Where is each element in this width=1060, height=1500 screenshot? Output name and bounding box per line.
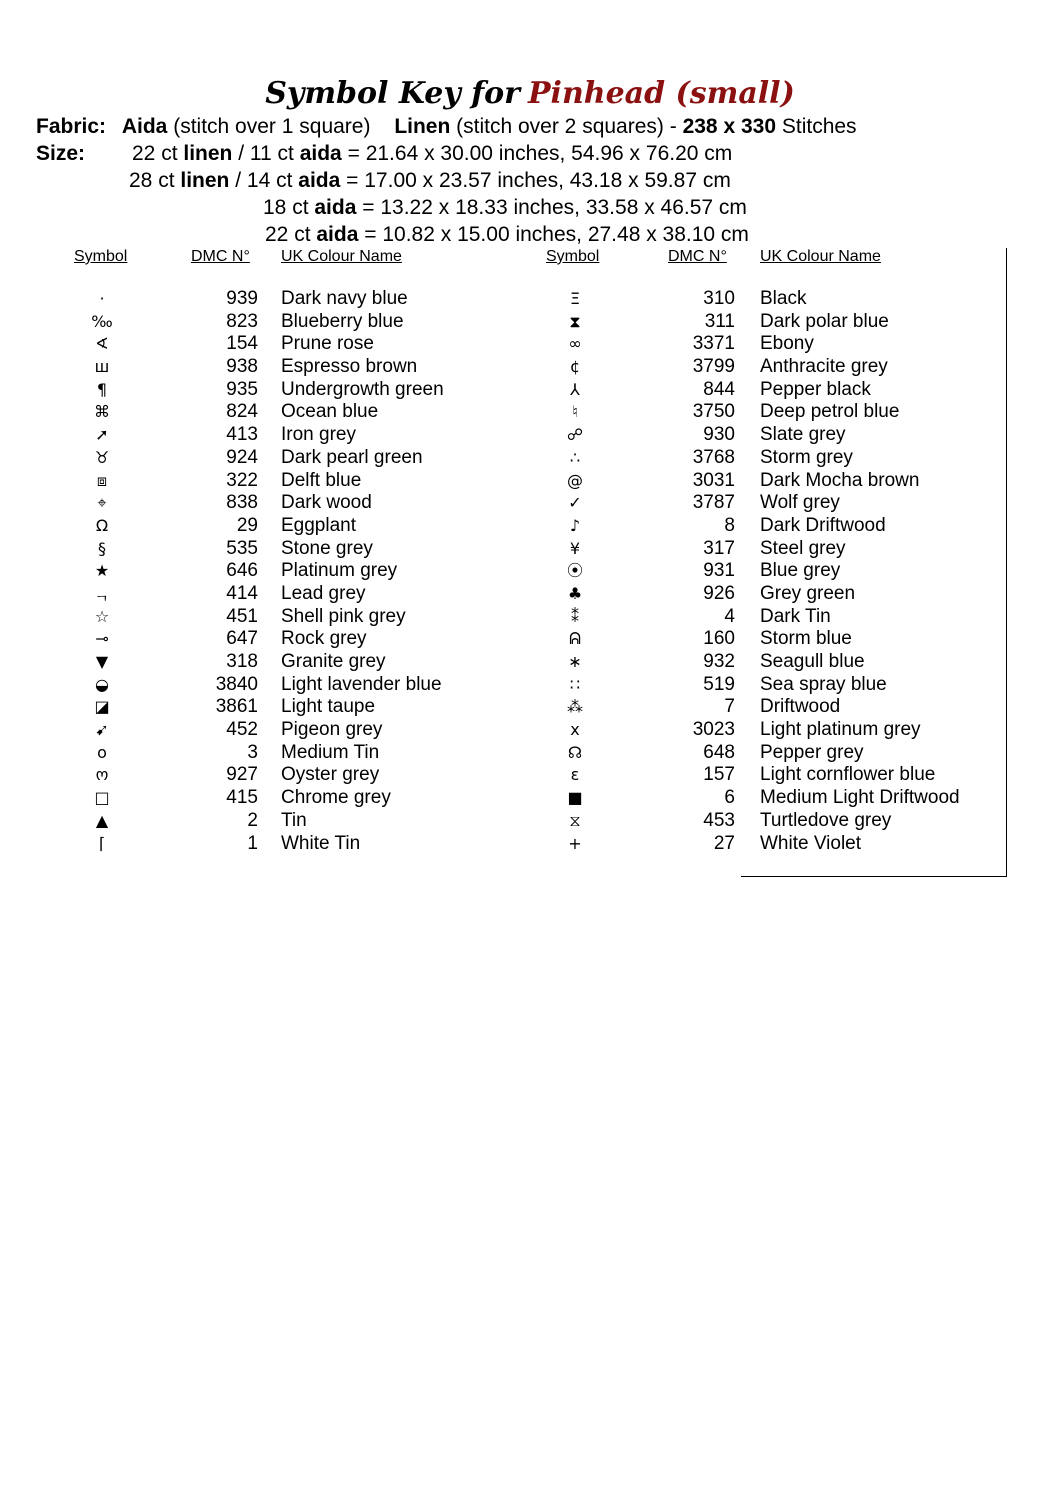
stitch-symbol-icon: ∞ xyxy=(568,334,582,354)
dmc-number: 838 xyxy=(226,492,258,514)
dmc-number: 27 xyxy=(713,832,735,854)
colour-name: Granite grey xyxy=(281,651,386,672)
colour-name: Stone grey xyxy=(281,537,373,559)
stitch-symbol-icon: ♉ xyxy=(94,447,110,467)
stitch-symbol-icon: ⅄ xyxy=(570,379,580,399)
colour-name: Espresso brown xyxy=(281,356,418,378)
dmc-number: 311 xyxy=(704,310,735,332)
colour-name: Grey green xyxy=(760,582,856,604)
stitch-symbol-icon: Ω xyxy=(95,515,109,535)
dmc-number: 7 xyxy=(724,696,735,718)
size-fabric-kw: aida xyxy=(314,196,357,219)
size-line-3 xyxy=(263,195,747,221)
stitch-symbol-icon: ¢ xyxy=(569,357,581,377)
dmc-number: 3840 xyxy=(215,673,258,695)
dmc-number: 935 xyxy=(226,378,258,400)
stitch-symbol-icon: ო xyxy=(95,765,109,785)
stitch-symbol-icon: ♮ xyxy=(572,402,578,422)
stitch-symbol-icon: ◪ xyxy=(94,697,110,717)
colour-name: Anthracite grey xyxy=(760,356,888,378)
stitch-symbol-icon: ⧈ xyxy=(96,470,108,490)
dmc-number: 6 xyxy=(724,787,735,809)
dmc-number: 414 xyxy=(226,582,258,604)
size-fabric-kw: aida xyxy=(316,223,359,246)
size-count: 28 ct xyxy=(129,169,175,192)
stitch-symbol-icon: o xyxy=(97,742,107,762)
colour-name: Pepper grey xyxy=(760,741,864,763)
colour-name: White Tin xyxy=(281,832,361,854)
stitch-symbol-icon: ▼ xyxy=(95,652,109,671)
dmc-number: 1 xyxy=(247,832,258,854)
size-dims: = 21.64 x 30.00 inches, 54.96 x 76.20 cm xyxy=(347,142,733,165)
stitch-symbol-icon: ∢ xyxy=(95,334,109,354)
dmc-number: 930 xyxy=(703,424,735,446)
header-symbol-left: Symbol xyxy=(74,248,128,265)
header-dmc-left: DMC N° xyxy=(191,248,250,265)
size-dims: = 17.00 x 23.57 inches, 43.18 x 59.87 cm xyxy=(346,169,731,192)
stitch-symbol-icon: x xyxy=(570,720,580,740)
dmc-number: 413 xyxy=(226,424,258,446)
stitch-symbol-icon: ☆ xyxy=(94,606,110,626)
stitch-symbol-icon: ε xyxy=(570,765,580,785)
fabric-linen-note: (stitch over 2 squares) - xyxy=(456,115,677,138)
dmc-number: 451 xyxy=(226,605,258,627)
stitch-symbol-icon: ♣ xyxy=(567,583,583,603)
colour-name: Dark Driftwood xyxy=(760,514,886,536)
dmc-number: 2 xyxy=(247,809,258,831)
stitch-symbol-icon: ⁑ xyxy=(571,606,579,626)
size-count: 18 ct xyxy=(263,196,309,219)
colour-name: Ocean blue xyxy=(281,401,379,423)
colour-name: Medium Tin xyxy=(281,741,380,763)
stitch-symbol-icon: ‰ xyxy=(91,311,113,331)
stitch-symbol-icon: § xyxy=(98,538,106,558)
stitch-symbol-icon: ✓ xyxy=(568,493,582,513)
stitch-symbol-icon: ☍ xyxy=(566,425,584,445)
dmc-number: 647 xyxy=(226,628,258,650)
dmc-number: 844 xyxy=(703,378,735,400)
size-fabric-kw: linen xyxy=(180,169,230,192)
size-fabric-kw: aida xyxy=(298,169,341,192)
colour-name: Storm grey xyxy=(760,446,853,468)
fabric-label: Fabric: xyxy=(36,115,107,138)
size-label: Size: xyxy=(36,142,86,165)
header-name-right: UK Colour Name xyxy=(760,248,881,265)
dmc-number: 924 xyxy=(226,446,258,468)
colour-name: Wolf grey xyxy=(760,492,840,514)
stitch-symbol-icon: ▲ xyxy=(95,810,109,830)
dmc-number: 3023 xyxy=(692,719,735,741)
stitch-symbol-icon: ∷ xyxy=(569,674,581,694)
dmc-number: 3787 xyxy=(692,492,735,514)
stitch-symbol-icon: ⌖ xyxy=(97,493,107,513)
dmc-number: 3861 xyxy=(215,696,258,718)
colour-name: Turtledove grey xyxy=(760,809,892,831)
colour-name: Deep petrol blue xyxy=(760,401,900,423)
stitch-symbol-icon: □ xyxy=(94,788,110,808)
stitch-word: Stitches xyxy=(781,115,857,138)
dmc-number: 646 xyxy=(226,560,258,582)
colour-name: Pigeon grey xyxy=(281,719,383,741)
dmc-number: 453 xyxy=(703,809,735,831)
colour-name: Light cornflower blue xyxy=(760,764,936,786)
dmc-number: 29 xyxy=(236,514,258,536)
stitch-symbol-icon: @ xyxy=(567,470,583,490)
stitch-symbol-icon: ᕱ xyxy=(569,629,581,649)
colour-name: Dark navy blue xyxy=(281,288,408,309)
colour-name: Black xyxy=(760,288,807,309)
colour-name: Oyster grey xyxy=(281,764,380,786)
colour-name: Dark wood xyxy=(281,492,372,514)
dmc-number: 310 xyxy=(703,288,735,309)
colour-name: Tin xyxy=(281,809,307,831)
colour-name: Driftwood xyxy=(760,696,841,718)
colour-name: Pepper black xyxy=(760,378,871,400)
size-fabric-kw: aida xyxy=(299,142,342,165)
size-dims: = 10.82 x 15.00 inches, 27.48 x 38.10 cm xyxy=(364,223,749,246)
dmc-number: 648 xyxy=(703,741,735,763)
dmc-number: 926 xyxy=(703,582,735,604)
stitch-symbol-icon: ∴ xyxy=(569,447,581,467)
stitch-symbol-icon: Ξ xyxy=(569,289,581,308)
dmc-number: 519 xyxy=(703,673,735,695)
colour-name: Blue grey xyxy=(760,560,841,582)
stitch-symbol-icon: ¥ xyxy=(569,538,581,558)
colour-name: Iron grey xyxy=(281,424,356,446)
fabric-aida: Aida xyxy=(121,115,168,138)
dmc-number: 3371 xyxy=(692,333,735,355)
colour-name: Sea spray blue xyxy=(760,673,887,695)
colour-name: Dark pearl green xyxy=(281,446,423,468)
stitch-symbol-icon: ■ xyxy=(567,788,583,808)
dmc-number: 3799 xyxy=(692,356,735,378)
colour-name: Seagull blue xyxy=(760,651,865,672)
colour-name: Medium Light Driftwood xyxy=(760,787,960,809)
colour-name: Dark Tin xyxy=(760,605,831,627)
colour-name: Delft blue xyxy=(281,469,362,491)
stitch-symbol-icon: ➚ xyxy=(95,425,109,445)
dmc-number: 4 xyxy=(724,605,735,627)
colour-name: Shell pink grey xyxy=(281,605,406,627)
colour-name: Dark Mocha brown xyxy=(760,469,920,491)
stitch-symbol-icon: ➹ xyxy=(95,720,109,740)
dmc-number: 415 xyxy=(226,787,258,809)
size-count: 22 ct xyxy=(132,142,178,165)
stitch-symbol-icon: ¶ xyxy=(96,379,108,399)
dmc-number: 535 xyxy=(226,537,258,559)
header-name-left: UK Colour Name xyxy=(281,248,402,265)
stitch-symbol-icon: ⌈ xyxy=(98,833,106,853)
header-dmc-right: DMC N° xyxy=(668,248,727,265)
colour-name: Eggplant xyxy=(281,514,357,536)
dmc-number: 939 xyxy=(226,288,258,309)
stitch-symbol-icon: ⊸ xyxy=(95,629,109,649)
colour-name: Storm blue xyxy=(760,628,852,650)
colour-name: White Violet xyxy=(760,832,862,854)
dmc-number: 317 xyxy=(703,537,735,559)
stitch-symbol-icon: ♪ xyxy=(569,515,581,535)
dmc-number: 3768 xyxy=(692,446,735,468)
size-line-2 xyxy=(129,168,731,194)
colour-name: Ebony xyxy=(760,333,814,355)
fabric-line xyxy=(36,114,857,140)
fabric-aida-note: (stitch over 1 square) xyxy=(173,115,371,138)
dmc-number: 3031 xyxy=(692,469,735,491)
header-symbol-right: Symbol xyxy=(546,248,600,265)
size-count: 22 ct xyxy=(265,223,311,246)
colour-name: Light platinum grey xyxy=(760,719,921,741)
stitch-symbol-icon: ⦿ xyxy=(566,561,583,581)
stitch-symbol-icon: ◒ xyxy=(95,674,109,694)
fabric-linen: Linen xyxy=(394,115,451,138)
colour-name: Light taupe xyxy=(281,696,376,718)
size-line-1 xyxy=(132,141,732,167)
stitch-symbol-icon: ⧗ xyxy=(569,311,581,331)
dmc-number: 932 xyxy=(703,651,735,672)
stitch-symbol-icon: ∗ xyxy=(568,652,582,671)
colour-name: Blueberry blue xyxy=(281,310,404,332)
colour-name: Lead grey xyxy=(281,582,366,604)
frame-horizontal-line xyxy=(741,876,1007,877)
colour-name: Slate grey xyxy=(760,424,846,446)
stitch-symbol-icon: · xyxy=(99,289,105,308)
stitch-symbol-icon: ⧖ xyxy=(569,810,581,830)
stitch-symbol-icon: ᆨ xyxy=(94,583,110,603)
frame-vertical-line xyxy=(1006,248,1007,876)
stitch-symbol-icon: + xyxy=(568,833,582,853)
stitch-symbol-icon: ⌘ xyxy=(94,402,110,422)
title-prefix: Symbol Key for xyxy=(265,76,520,111)
dmc-number: 931 xyxy=(703,560,735,582)
stitch-symbol-icon: ⁂ xyxy=(567,697,583,717)
dmc-number: 318 xyxy=(226,651,258,672)
dmc-number: 927 xyxy=(226,764,258,786)
stitch-symbol-icon: ш xyxy=(94,357,110,377)
size-line-4 xyxy=(265,222,749,248)
colour-name: Rock grey xyxy=(281,628,367,650)
colour-name: Platinum grey xyxy=(281,560,398,582)
size-fabric-kw: linen xyxy=(183,142,233,165)
colour-name: Undergrowth green xyxy=(281,378,444,400)
size-sep: / 14 ct xyxy=(235,169,293,192)
dmc-number: 160 xyxy=(703,628,735,650)
dmc-number: 154 xyxy=(226,333,258,355)
dmc-number: 824 xyxy=(226,401,258,423)
dmc-number: 157 xyxy=(703,764,735,786)
pattern-name: Pinhead (small) xyxy=(527,76,795,111)
colour-name: Dark polar blue xyxy=(760,310,889,332)
dmc-number: 823 xyxy=(226,310,258,332)
stitch-symbol-icon: ☊ xyxy=(567,742,583,762)
colour-name: Light lavender blue xyxy=(281,673,442,695)
size-sep: / 11 ct xyxy=(238,142,294,165)
page-title xyxy=(0,74,1060,114)
dmc-number: 3750 xyxy=(692,401,735,423)
stitch-symbol-icon: ★ xyxy=(94,561,110,581)
dmc-number: 938 xyxy=(226,356,258,378)
colour-name: Steel grey xyxy=(760,537,846,559)
size-dims: = 13.22 x 18.33 inches, 33.58 x 46.57 cm xyxy=(362,196,747,219)
dmc-number: 3 xyxy=(247,741,258,763)
colour-name: Chrome grey xyxy=(281,787,391,809)
stitch-count: 238 x 330 xyxy=(682,115,777,138)
dmc-number: 8 xyxy=(724,514,735,536)
colour-name: Prune rose xyxy=(281,333,374,355)
dmc-number: 452 xyxy=(226,719,258,741)
dmc-number: 322 xyxy=(226,469,258,491)
